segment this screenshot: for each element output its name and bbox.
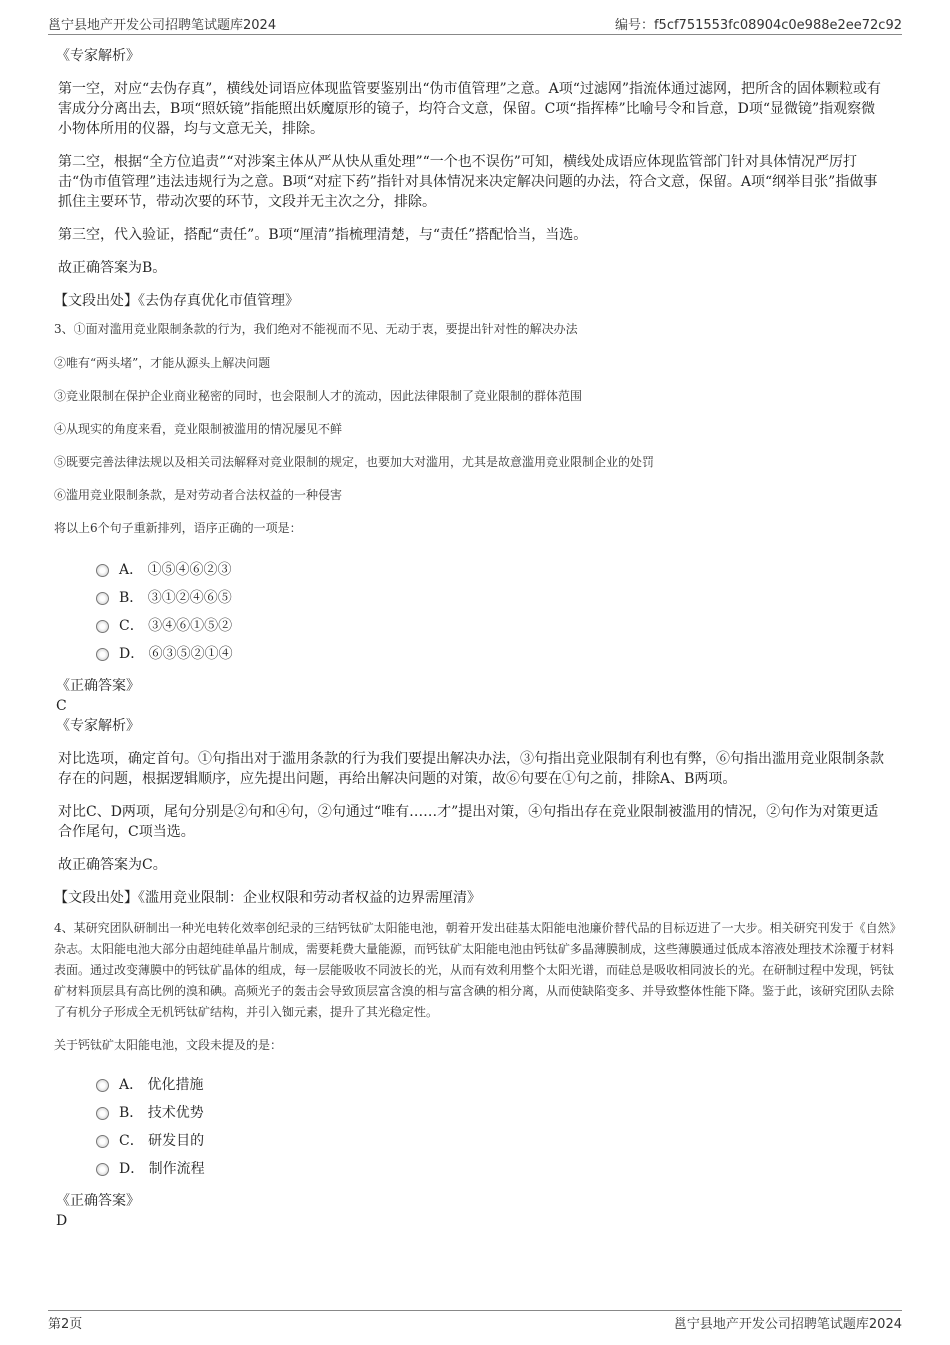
header-title: 邕宁县地产开发公司招聘笔试题库2024 [48,18,277,33]
radio-icon[interactable] [96,620,109,633]
analysis-paragraph: 第二空，根据“全方位追责”“对涉案主体从严从快从重处理”“一个也不误伤”可知，横线处成语应体现监管部门针对具体情况严厉打击“伪市值管理”违法违规行为之意。B项“对症下药”指针对具体情况来决定解决问题的办法，符合文意，保留。A项“纲举目张”指做事抓住主要环节，带动次要的环节，文段并无主次之分，排除。 [58,154,878,210]
correct-answer-label: 《正确答案》 [56,1193,140,1209]
options-group [96,1071,898,1183]
source-citation: 【文段出处】《滥用竞业限制：企业权限和劳动者权益的边界需厘清》 [54,890,481,906]
correct-answer: D [56,1213,68,1229]
expert-analysis-label: 《专家解析》 [56,48,140,64]
option-label: B． 技术优势 [119,1105,204,1121]
footer-divider [48,1310,902,1311]
option-b[interactable] [96,1099,898,1127]
sentence-item: ③竞业限制在保护企业商业秘密的同时，也会限制人才的流动，因此法律限制了竞业限制的群体范围 [54,389,583,403]
correct-answer-label: 《正确答案》 [56,678,140,694]
footer-title: 邕宁县地产开发公司招聘笔试题库2024 [673,1317,902,1332]
option-a[interactable] [96,556,898,584]
analysis-paragraph: 第三空，代入验证，搭配“责任”。B项“厘清”指梳理清楚，与“责任”搭配恰当，当选。 [58,227,588,243]
analysis-paragraph: 对比选项，确定首句。①句指出对于滥用条款的行为我们要提出解决办法，③句指出竞业限制有利也有弊，⑥句指出滥用竞业限制条款存在的问题，根据逻辑顺序，应先提出问题，再给出解决问题的对策，故⑥句要在①句之前，排除A、B两项。 [58,751,884,787]
option-label: A． 优化措施 [119,1077,204,1093]
radio-icon[interactable] [96,1107,109,1120]
option-label: D． ⑥③⑤②①④ [119,646,233,662]
page-footer [48,1313,902,1333]
radio-icon[interactable] [96,1163,109,1176]
option-c[interactable] [96,1127,898,1155]
radio-icon[interactable] [96,564,109,577]
header-divider [48,34,902,35]
sentence-item: ④从现实的角度来看，竞业限制被滥用的情况屡见不鲜 [54,422,343,436]
document-id: 编号：f5cf751553fc08904c0e988e2ee72c92 [614,18,902,33]
option-label: D． 制作流程 [119,1161,205,1177]
question-prompt: 将以上6个句子重新排列，语序正确的一项是： [54,521,302,535]
expert-analysis-label: 《专家解析》 [56,718,140,734]
option-b[interactable] [96,584,898,612]
option-label: C． ③④⑥①⑤② [119,618,233,634]
page-header [48,14,902,34]
option-label: B． ③①②④⑥⑤ [119,590,232,606]
source-citation: 【文段出处】《去伪存真优化市值管理》 [54,293,299,309]
option-c[interactable] [96,612,898,640]
question-prompt: 关于钙钛矿太阳能电池，文段未提及的是： [54,1038,283,1052]
page-content [48,46,898,1231]
sentence-item: ⑥滥用竞业限制条款，是对劳动者合法权益的一种侵害 [54,488,343,502]
sentence-item: ⑤既要完善法律法规以及相关司法解释对竞业限制的规定，也要加大对滥用，尤其是故意滥用竞业限制企业的处罚 [54,455,655,469]
sentence-item: ②唯有“两头堵”，才能从源头上解决问题 [54,356,271,370]
analysis-paragraph: 第一空，对应“去伪存真”，横线处词语应体现监管要鉴别出“伪市值管理”之意。A项“过滤网”指流体通过滤网，把所含的固体颗粒或有害成分分离出去，B项“照妖镜”指能照出妖魔原形的镜子，均符合文意，保留。C项“指挥棒”比喻号令和旨意，D项“显微镜”指观察微小物体所用的仪器，均与文意无关，排除。 [58,81,882,137]
radio-icon[interactable] [96,1079,109,1092]
radio-icon[interactable] [96,592,109,605]
option-a[interactable] [96,1071,898,1099]
option-label: A． ①⑤④⑥②③ [119,562,232,578]
radio-icon[interactable] [96,648,109,661]
question-stem: 3、①面对滥用竞业限制条款的行为，我们绝对不能视而不见、无动于衷，要提出针对性的解决办法 [54,322,578,336]
radio-icon[interactable] [96,1135,109,1148]
option-d[interactable] [96,640,898,668]
option-label: C． 研发目的 [119,1133,205,1149]
options-group [96,556,898,668]
question-stem: 4、某研究团队研制出一种光电转化效率创纪录的三结钙钛矿太阳能电池，朝着开发出硅基太阳能电池廉价替代品的目标迈进了一大步。相关研究刊发于《自然》杂志。太阳能电池大部分由超纯硅单晶片制成，需要耗费大量能源，而钙钛矿太阳能电池由钙钛矿多晶薄膜制成，这些薄膜通过低成本溶液处理技术涂覆于材料表面。通过改变薄膜中的钙钛矿晶体的组成，每一层能吸收不同波长的光，从而有效利用整个太阳光谱，而硅总是吸收相同波长的光。在研制过程中发现，钙钛矿材料顶层具有高比例的溴和碘。高频光子的轰击会导致顶层富含溴的相与富含碘的相分离，从而使缺陷变多、并导致整体性能下降。鉴于此，该研究团队去除了有机分子形成全无机钙钛矿结构，并引入铷元素，提升了其光稳定性。 [54,921,896,1019]
analysis-paragraph: 对比C、D两项，尾句分别是②句和④句，②句通过“唯有……才”提出对策，④句指出存在竞业限制被滥用的情况，②句作为对策更适合作尾句，C项当选。 [58,804,879,840]
correct-answer: C [56,698,67,714]
page-number: 第2页 [48,1317,83,1332]
option-d[interactable] [96,1155,898,1183]
analysis-conclusion: 故正确答案为C。 [58,857,167,873]
analysis-conclusion: 故正确答案为B。 [58,260,167,276]
